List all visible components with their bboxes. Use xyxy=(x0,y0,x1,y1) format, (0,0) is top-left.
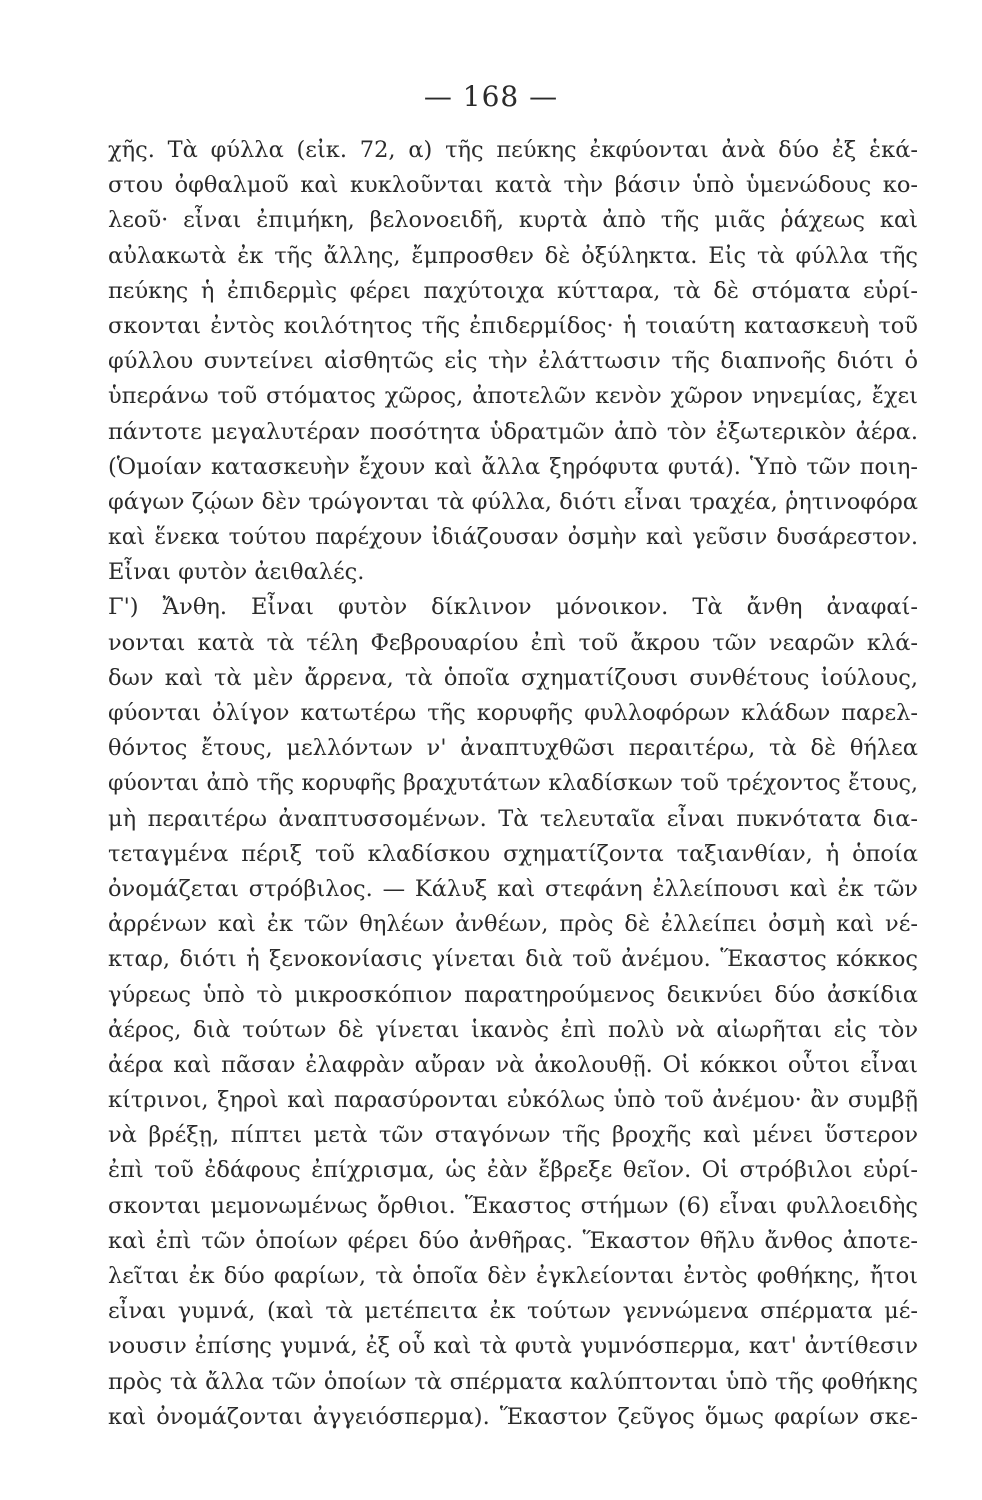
text-line: τεταγμένα πέριξ τοῦ κλαδίσκου σχηματίζοντα ταξιανθίαν, ἡ ὁποία xyxy=(108,840,918,867)
text-line: αὐλακωτὰ ἐκ τῆς ἄλλης, ἔμπροσθεν δὲ ὀξύληκτα. Εἰς τὰ φύλλα τῆς xyxy=(108,242,918,269)
text-line: νουσιν ἐπίσης γυμνά, ἐξ οὗ καὶ τὰ φυτὰ γυμνόσπερμα, κατ' ἀντίθεσιν xyxy=(108,1333,918,1360)
text-line: εἶναι γυμνά, (καὶ τὰ μετέπειτα ἐκ τούτων γεννώμενα σπέρματα μέ- xyxy=(108,1298,918,1325)
text-line: Εἶναι φυτὸν ἀειθαλές. xyxy=(108,559,365,586)
text-line: λεοῦ· εἶναι ἐπιμήκη, βελονοειδῆ, κυρτὰ ἀπὸ τῆς μιᾶς ῥάχεως καὶ xyxy=(108,207,918,234)
body-text xyxy=(108,133,918,1435)
text-line: καὶ ἐπὶ τῶν ὁποίων φέρει δύο ἀνθῆρας. Ἕκαστον θῆλυ ἄνθος ἀποτε- xyxy=(108,1227,918,1254)
text-line: (Ὁμοίαν κατασκευὴν ἔχουν καὶ ἄλλα ξηρόφυτα φυτά). Ὑπὸ τῶν ποιη- xyxy=(108,453,918,480)
text-line: ἀέρα καὶ πᾶσαν ἐλαφρὰν αὔραν νὰ ἀκολουθῇ. Οἱ κόκκοι οὗτοι εἶναι xyxy=(108,1051,918,1078)
text-line: ἐπὶ τοῦ ἐδάφους ἐπίχρισμα, ὡς ἐὰν ἔβρεξε θεῖον. Οἱ στρόβιλοι εὑρί- xyxy=(108,1157,918,1184)
page-number: — 168 — xyxy=(423,80,559,113)
text-line: πάντοτε μεγαλυτέραν ποσότητα ὑδρατμῶν ἀπὸ τὸν ἐξωτερικὸν ἀέρα. xyxy=(108,418,918,445)
text-line: χῆς. Τὰ φύλλα (εἰκ. 72, α) τῆς πεύκης ἐκφύονται ἀνὰ δύο ἐξ ἑκά- xyxy=(108,137,918,163)
text-line: κταρ, διότι ἡ ξενοκονίασις γίνεται διὰ τοῦ ἀνέμου. Ἕκαστος κόκκος xyxy=(108,946,918,973)
text-line: καὶ ἕνεκα τούτου παρέχουν ἰδιάζουσαν ὀσμὴν καὶ γεῦσιν δυσάρεστον. xyxy=(108,525,918,551)
text-line: φύονται ὀλίγον κατωτέρω τῆς κορυφῆς φυλλοφόρων κλάδων παρελ- xyxy=(108,700,918,726)
text-line: Γ') Ἄνθη. Εἶναι φυτὸν δίκλινον μόνοικον. Τὰ ἄνθη ἀναφαί- xyxy=(108,594,918,621)
text-line: κίτρινοι, ξηροὶ καὶ παρασύρονται εὐκόλως ὑπὸ τοῦ ἀνέμου· ἂν συμβῇ xyxy=(108,1087,918,1114)
text-line: πεύκης ἡ ἐπιδερμὶς φέρει παχύτοιχα κύτταρα, τὰ δὲ στόματα εὑρί- xyxy=(108,277,918,304)
text-line: δων καὶ τὰ μὲν ἄρρενα, τὰ ὁποῖα σχηματίζουσι συνθέτους ἰούλους, xyxy=(108,664,918,691)
text-line: καὶ ὀνομάζονται ἀγγειόσπερμα). Ἕκαστον ζεῦγος ὅμως φαρίων σκε- xyxy=(108,1403,918,1430)
text-line: φάγων ζῴων δὲν τρώγονται τὰ φύλλα, διότι εἶναι τραχέα, ῥητινοφόρα xyxy=(108,488,918,515)
text-line: σκονται μεμονωμένως ὄρθιοι. Ἕκαστος στήμων (6) εἶναι φυλλοειδὴς xyxy=(108,1192,918,1219)
text-line: ἀρρένων καὶ ἐκ τῶν θηλέων ἀνθέων, πρὸς δὲ ἐλλείπει ὀσμὴ καὶ νέ- xyxy=(108,911,918,938)
text-line: πρὸς τὰ ἄλλα τῶν ὁποίων τὰ σπέρματα καλύπτονται ὑπὸ τῆς φοθήκης xyxy=(108,1368,918,1395)
text-line: ἀέρος, διὰ τούτων δὲ γίνεται ἱκανὸς ἐπὶ πολὺ νὰ αἰωρῆται εἰς τὸν xyxy=(108,1016,918,1043)
text-line: φύονται ἀπὸ τῆς κορυφῆς βραχυτάτων κλαδίσκων τοῦ τρέχοντος ἔτους, xyxy=(108,771,918,797)
text-line: σκονται ἐντὸς κοιλότητος τῆς ἐπιδερμίδος· ἡ τοιαύτη κατασκευὴ τοῦ xyxy=(108,312,918,339)
text-line: στου ὀφθαλμοῦ καὶ κυκλοῦνται κατὰ τὴν βάσιν ὑπὸ ὑμενώδους κο- xyxy=(108,172,918,199)
text-line: γύρεως ὑπὸ τὸ μικροσκόπιον παρατηρούμενος δεικνύει δύο ἀσκίδια xyxy=(108,981,918,1008)
text-line: φύλλου συντείνει αἰσθητῶς εἰς τὴν ἐλάττωσιν τῆς διαπνοῆς διότι ὁ xyxy=(108,348,918,375)
text-line: νὰ βρέξῃ, πίπτει μετὰ τῶν σταγόνων τῆς βροχῆς καὶ μένει ὕστερον xyxy=(108,1122,918,1149)
text-line: θόντος ἔτους, μελλόντων ν' ἀναπτυχθῶσι περαιτέρω, τὰ δὲ θήλεα xyxy=(108,735,918,762)
text-line: λεῖται ἐκ δύο φαρίων, τὰ ὁποῖα δὲν ἐγκλείονται ἐντὸς φοθήκης, ἤτοι xyxy=(108,1263,918,1289)
text-line: μὴ περαιτέρω ἀναπτυσσομένων. Τὰ τελευταῖα εἶναι πυκνότατα δια- xyxy=(108,805,918,832)
text-line: νονται κατὰ τὰ τέλη Φεβρουαρίου ἐπὶ τοῦ ἄκρου τῶν νεαρῶν κλά- xyxy=(108,629,918,656)
text-line: ὀνομάζεται στρόβιλος. — Κάλυξ καὶ στεφάνη ἐλλείπουσι καὶ ἐκ τῶν xyxy=(108,875,918,902)
text-line: ὑπεράνω τοῦ στόματος χῶρος, ἀποτελῶν κενὸν χῶρον νηνεμίας, ἔχει xyxy=(108,383,918,410)
